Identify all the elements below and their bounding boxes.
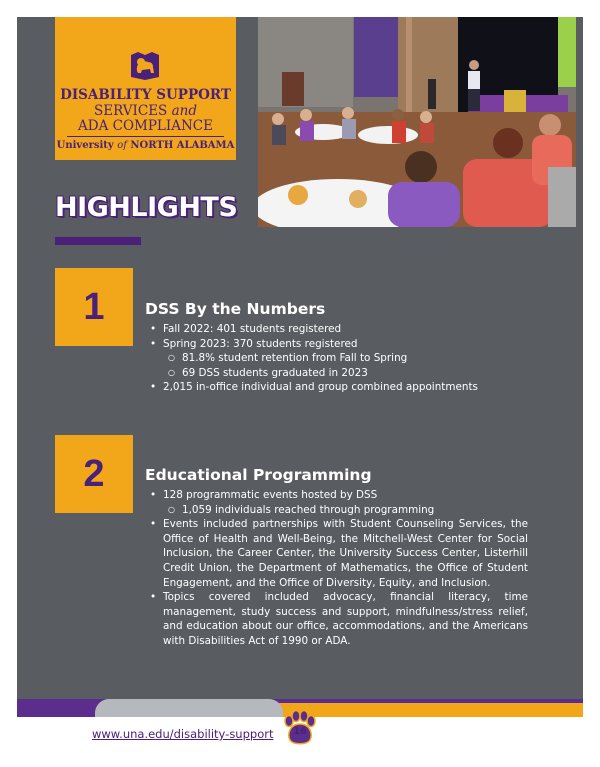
lion-icon	[128, 51, 162, 81]
list-subitem: ○ 81.8% student retention from Fall to Spring	[146, 351, 536, 366]
section-2-title: Educational Programming	[145, 466, 372, 484]
logo-title-line-1: DISABILITY SUPPORT	[60, 87, 231, 103]
dss-logo	[55, 17, 236, 160]
highlights-underline	[55, 237, 141, 245]
highlights-heading: HIGHLIGHTS	[55, 192, 238, 223]
list-subitem: ○ 1,059 individuals reached through programming	[146, 503, 528, 518]
event-photo	[258, 17, 576, 227]
section-1-title: DSS By the Numbers	[145, 300, 326, 318]
list-subitem: ○ 69 DSS students graduated in 2023	[146, 366, 536, 381]
footer-tab-shape	[95, 699, 283, 717]
website-link[interactable]: www.una.edu/disability-support	[92, 727, 274, 741]
page-number: 16	[293, 726, 307, 737]
section-1-list	[146, 322, 536, 395]
logo-university-name: University of NORTH ALABAMA	[56, 140, 235, 151]
list-item: • Spring 2023: 370 students registered	[146, 337, 536, 352]
list-item: • 128 programmatic events hosted by DSS	[146, 488, 528, 503]
footer-gold-band	[277, 703, 583, 717]
section-2-number-badge: 2	[55, 435, 133, 513]
section-2-list	[146, 488, 528, 649]
list-item: • Events included partnerships with Student Counseling Services, the Office of Health and Well-Being, the Mitchell-West Center for Social Inclusion, the Career Center, the University Success Center, Listerhill Credit Union, the Department of Mathematics, the Office of Student Engagement, and the Office of Diversity, Equity, and Inclusion.	[146, 517, 528, 590]
list-item: • Topics covered included advocacy, financial literacy, time management, study success and support, mindfulness/stress relief, and education about our office, accommodations, and the Americans with Disabilities Act of 1990 or ADA.	[146, 590, 528, 648]
event-photo-image	[258, 17, 576, 227]
logo-divider	[67, 136, 224, 137]
list-item: • Fall 2022: 401 students registered	[146, 322, 536, 337]
list-item: • 2,015 in-office individual and group combined appointments	[146, 380, 536, 395]
logo-title-line-3: ADA COMPLIANCE	[78, 118, 213, 134]
section-1-number-badge: 1	[55, 268, 133, 346]
logo-title-line-2: SERVICES and	[94, 103, 197, 119]
